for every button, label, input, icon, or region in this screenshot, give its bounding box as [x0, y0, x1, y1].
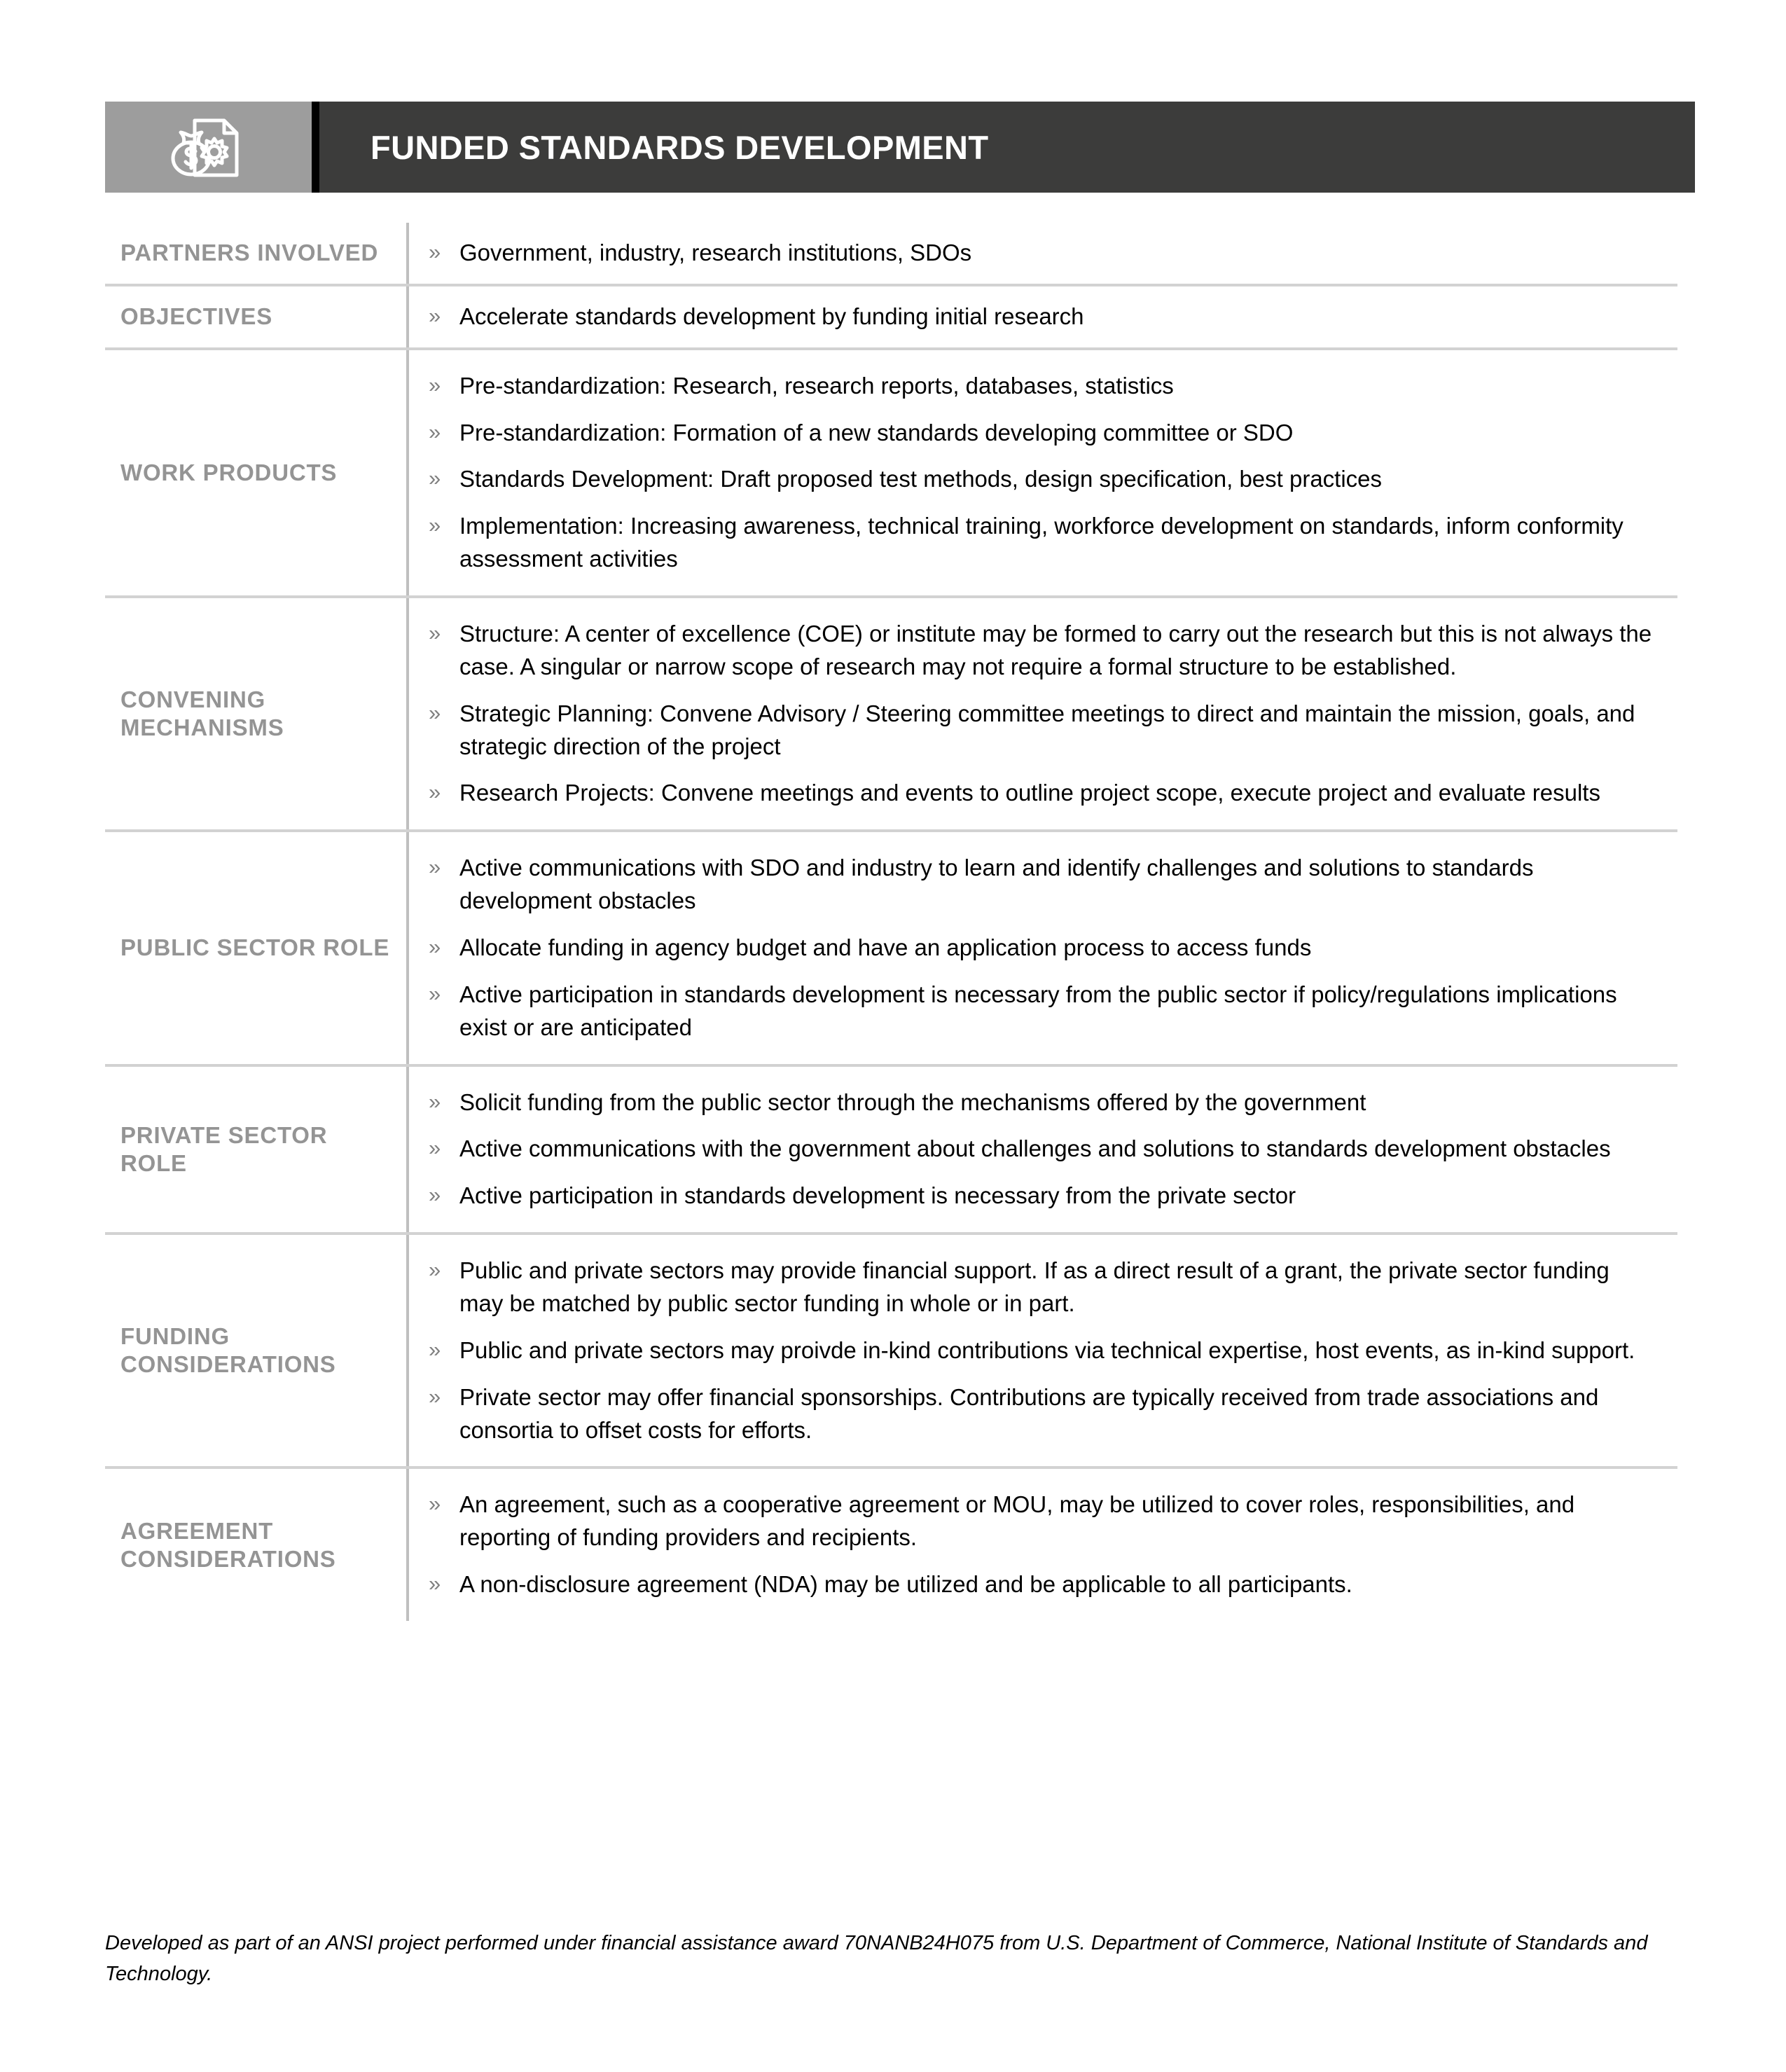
header-title-block	[319, 102, 1695, 193]
page-title: FUNDED STANDARDS DEVELOPMENT	[371, 128, 989, 166]
row-bullets-cell	[409, 1235, 1677, 1466]
header-black-divider	[312, 102, 319, 193]
row-label-cell	[105, 598, 406, 829]
row-bullets-cell	[409, 1469, 1677, 1621]
list-item-text: Active communications with SDO and industry to learn and identify challenges and solutions to standards development obstacles	[459, 855, 1534, 914]
list-item	[409, 1255, 1677, 1320]
row-label-cell	[105, 223, 406, 284]
row-label: PARTNERS INVOLVED	[120, 240, 379, 266]
money-bag-document-gear-icon	[171, 115, 247, 179]
row-label-cell	[105, 1235, 406, 1466]
list-item-text: Active participation in standards development is necessary from the public sector if policy/regulations implications exist or are anticipated	[459, 981, 1617, 1040]
list-item	[409, 1489, 1677, 1554]
guillemet-bullet-icon: »	[429, 1182, 441, 1208]
list-item	[409, 1133, 1677, 1166]
list-item	[409, 1334, 1677, 1367]
list-item	[409, 510, 1677, 576]
list-item-text: Pre-standardization: Research, research reports, databases, statistics	[459, 372, 1174, 399]
row-bullets-cell	[409, 598, 1677, 829]
list-item	[409, 698, 1677, 764]
guillemet-bullet-icon: »	[429, 1257, 441, 1283]
guillemet-bullet-icon: »	[429, 1089, 441, 1114]
list-item-text: Active participation in standards development is necessary from the private sector	[459, 1182, 1296, 1209]
section-header-bar	[105, 102, 1695, 193]
list-item-text: An agreement, such as a cooperative agreement or MOU, may be utilized to cover roles, responsibilities, and reporting of funding providers and recipients.	[459, 1491, 1575, 1551]
header-icon-block	[105, 102, 312, 193]
list-item-text: Research Projects: Convene meetings and events to outline project scope, execute project and evaluate results	[459, 780, 1600, 806]
guillemet-bullet-icon: »	[429, 780, 441, 805]
list-item-text: Active communications with the government about challenges and solutions to standards development obstacles	[459, 1135, 1611, 1162]
table-row	[105, 1064, 1677, 1233]
guillemet-bullet-icon: »	[429, 934, 441, 960]
guillemet-bullet-icon: »	[429, 1135, 441, 1161]
list-item	[409, 1568, 1677, 1601]
row-label: CONVENING MECHANISMS	[120, 686, 284, 741]
list-item-text: Structure: A center of excellence (COE) or institute may be formed to carry out the research but this is not always the case. A singular or narrow scope of research may not require a formal structure to be established.	[459, 621, 1652, 679]
guillemet-bullet-icon: »	[429, 513, 441, 538]
list-item	[409, 618, 1677, 684]
table-row	[105, 1232, 1677, 1466]
list-item-text: Standards Development: Draft proposed test methods, design specification, best practices	[459, 466, 1383, 492]
list-item-text: Pre-standardization: Formation of a new standards developing committee or SDO	[459, 419, 1294, 446]
list-item	[409, 1180, 1677, 1213]
guillemet-bullet-icon: »	[429, 621, 441, 646]
list-item-text: Accelerate standards development by funding initial research	[459, 303, 1084, 329]
guillemet-bullet-icon: »	[429, 1491, 441, 1517]
list-item	[409, 301, 1677, 333]
row-bullets-cell	[409, 350, 1677, 595]
guillemet-bullet-icon: »	[429, 855, 441, 880]
list-item	[409, 463, 1677, 496]
guillemet-bullet-icon: »	[429, 240, 441, 264]
list-item	[409, 1381, 1677, 1447]
row-bullets-cell	[409, 1067, 1677, 1233]
list-item-text: Government, industry, research institutions, SDOs	[459, 240, 972, 265]
list-item-text: Public and private sectors may provide financial support. If as a direct result of a grant, the private sector funding may be matched by public sector funding in whole or in part.	[459, 1257, 1610, 1317]
list-item	[409, 370, 1677, 403]
list-item	[409, 852, 1677, 918]
row-label: PUBLIC SECTOR ROLE	[120, 934, 390, 961]
row-label: WORK PRODUCTS	[120, 459, 338, 485]
list-item-text: Implementation: Increasing awareness, technical training, workforce development on standards, inform conformity assessment activities	[459, 513, 1624, 572]
row-label-cell	[105, 1067, 406, 1233]
specification-table	[105, 223, 1677, 1624]
guillemet-bullet-icon: »	[429, 372, 441, 397]
row-bullets-cell	[409, 223, 1677, 284]
list-item	[409, 777, 1677, 810]
row-label-cell	[105, 1469, 406, 1621]
list-item	[409, 979, 1677, 1044]
table-row	[105, 1466, 1677, 1624]
list-item-text: Allocate funding in agency budget and have an application process to access funds	[459, 934, 1312, 961]
row-label-cell	[105, 286, 406, 347]
guillemet-bullet-icon: »	[429, 700, 441, 725]
table-row	[105, 829, 1677, 1063]
table-row	[105, 284, 1677, 347]
row-bullets-cell	[409, 286, 1677, 347]
guillemet-bullet-icon: »	[429, 419, 441, 444]
guillemet-bullet-icon: »	[429, 1383, 441, 1409]
row-label: PRIVATE SECTOR ROLE	[120, 1121, 328, 1176]
guillemet-bullet-icon: »	[429, 981, 441, 1006]
row-label-cell	[105, 350, 406, 595]
row-label: FUNDING CONSIDERATIONS	[120, 1323, 336, 1378]
list-item-text: Strategic Planning: Convene Advisory / Steering committee meetings to direct and maintain the mission, goals, and strategic direction of the project	[459, 700, 1635, 759]
row-bullets-cell	[409, 832, 1677, 1063]
table-row	[105, 595, 1677, 829]
table-row	[105, 347, 1677, 595]
guillemet-bullet-icon: »	[429, 466, 441, 491]
row-label-cell	[105, 832, 406, 1063]
list-item-text: Private sector may offer financial sponsorships. Contributions are typically received from trade associations and consortia to offset costs for efforts.	[459, 1383, 1599, 1443]
funding-disclaimer-note: Developed as part of an ANSI project performed under financial assistance award 70NANB24H075 from U.S. Department of Commerce, National Institute of Standards and Technology.	[105, 1932, 1648, 1986]
list-item-text: A non-disclosure agreement (NDA) may be utilized and be applicable to all participants.	[459, 1571, 1352, 1598]
guillemet-bullet-icon: »	[429, 1571, 441, 1596]
guillemet-bullet-icon: »	[429, 1337, 441, 1362]
list-item	[409, 932, 1677, 965]
row-label: OBJECTIVES	[120, 303, 273, 330]
list-item	[409, 417, 1677, 450]
row-label: AGREEMENT CONSIDERATIONS	[120, 1517, 336, 1572]
list-item	[409, 237, 1677, 270]
list-item-text: Public and private sectors may proivde in-kind contributions via technical expertise, host events, as in-kind support.	[459, 1337, 1635, 1363]
list-item	[409, 1086, 1677, 1119]
guillemet-bullet-icon: »	[429, 303, 441, 328]
table-row	[105, 223, 1677, 284]
list-item-text: Solicit funding from the public sector through the mechanisms offered by the government	[459, 1089, 1366, 1115]
